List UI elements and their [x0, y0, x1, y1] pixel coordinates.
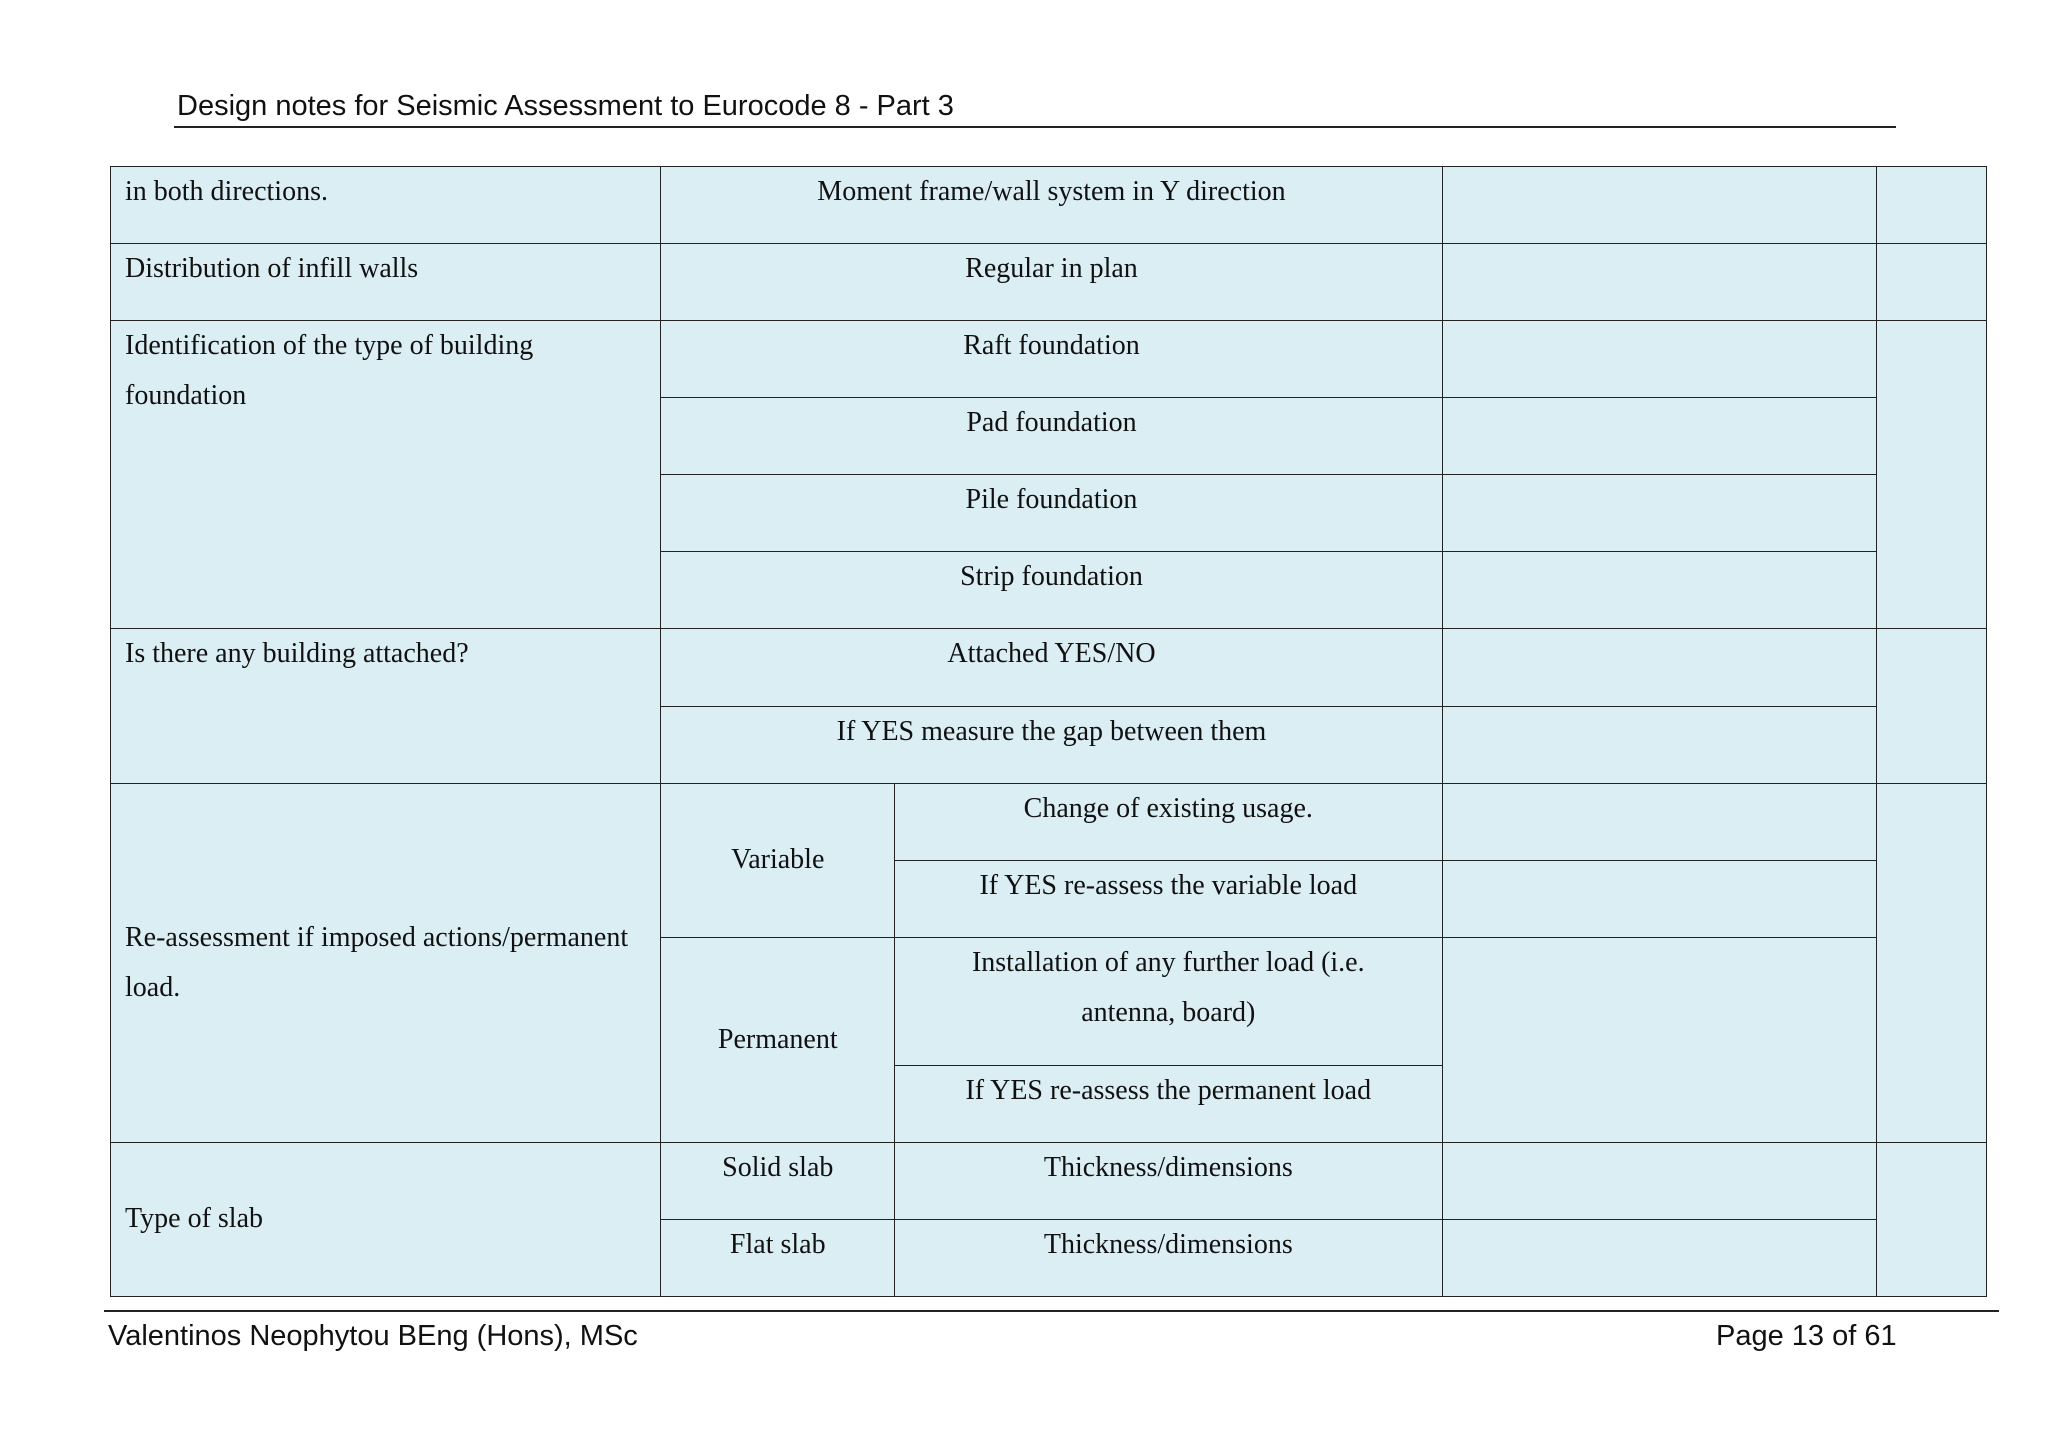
item-attached: Attached YES/NO — [661, 629, 1442, 706]
response-cell — [1442, 1219, 1876, 1296]
footer-author: Valentinos Neophytou BEng (Hons), MSc — [108, 1320, 638, 1352]
row-label-infill: Distribution of infill walls — [111, 244, 661, 321]
item-further-load: Installation of any further load (i.e. antenna, board) — [895, 937, 1442, 1065]
item-measure-gap: If YES measure the gap between them — [661, 706, 1442, 783]
item-regular-plan: Regular in plan — [661, 244, 1442, 321]
item-moment-frame: Moment frame/wall system in Y direction — [661, 167, 1442, 244]
item-reassess-variable: If YES re-assess the variable load — [895, 860, 1442, 937]
notes-cell — [1876, 783, 1986, 1142]
response-cell — [1442, 321, 1876, 398]
response-cell — [1442, 706, 1876, 783]
table-row — [111, 1142, 1987, 1219]
row-label-attached: Is there any building attached? — [111, 629, 661, 783]
item-flat-thickness: Thickness/dimensions — [895, 1219, 1442, 1296]
response-cell — [1442, 244, 1876, 321]
item-solid-thickness: Thickness/dimensions — [895, 1142, 1442, 1219]
solid-slab-label: Solid slab — [661, 1142, 895, 1219]
item-reassess-permanent: If YES re-assess the permanent load — [895, 1065, 1442, 1142]
item-raft-foundation: Raft foundation — [661, 321, 1442, 398]
table-row — [111, 167, 1987, 244]
notes-cell — [1876, 1142, 1986, 1296]
notes-cell — [1876, 244, 1986, 321]
row-label-foundation: Identification of the type of building foundation — [111, 321, 661, 629]
table-row — [111, 629, 1987, 706]
variable-label: Variable — [661, 783, 895, 937]
table-row — [111, 783, 1987, 860]
notes-cell — [1876, 167, 1986, 244]
item-change-usage: Change of existing usage. — [895, 783, 1442, 860]
response-cell — [1442, 860, 1876, 937]
response-cell — [1442, 1142, 1876, 1219]
page-header — [174, 86, 1896, 128]
item-strip-foundation: Strip foundation — [661, 552, 1442, 629]
response-cell — [1442, 937, 1876, 1142]
row-label-slab: Type of slab — [111, 1142, 661, 1296]
item-pile-foundation: Pile foundation — [661, 475, 1442, 552]
response-cell — [1442, 783, 1876, 860]
notes-cell — [1876, 629, 1986, 783]
notes-cell — [1876, 321, 1986, 629]
response-cell — [1442, 398, 1876, 475]
row-label-reassessment: Re-assessment if imposed actions/permanent load. — [111, 783, 661, 1142]
footer-divider — [104, 1310, 1999, 1312]
item-pad-foundation: Pad foundation — [661, 398, 1442, 475]
flat-slab-label: Flat slab — [661, 1219, 895, 1296]
response-cell — [1442, 167, 1876, 244]
header-title: Design notes for Seismic Assessment to Eurocode 8 - Part 3 — [177, 90, 954, 122]
table-row — [111, 321, 1987, 398]
response-cell — [1442, 475, 1876, 552]
assessment-table — [110, 166, 1987, 1297]
row-label-directions: in both directions. — [111, 167, 661, 244]
table-row — [111, 244, 1987, 321]
response-cell — [1442, 552, 1876, 629]
permanent-label: Permanent — [661, 937, 895, 1142]
footer-page-number: Page 13 of 61 — [1716, 1320, 1897, 1352]
response-cell — [1442, 629, 1876, 706]
